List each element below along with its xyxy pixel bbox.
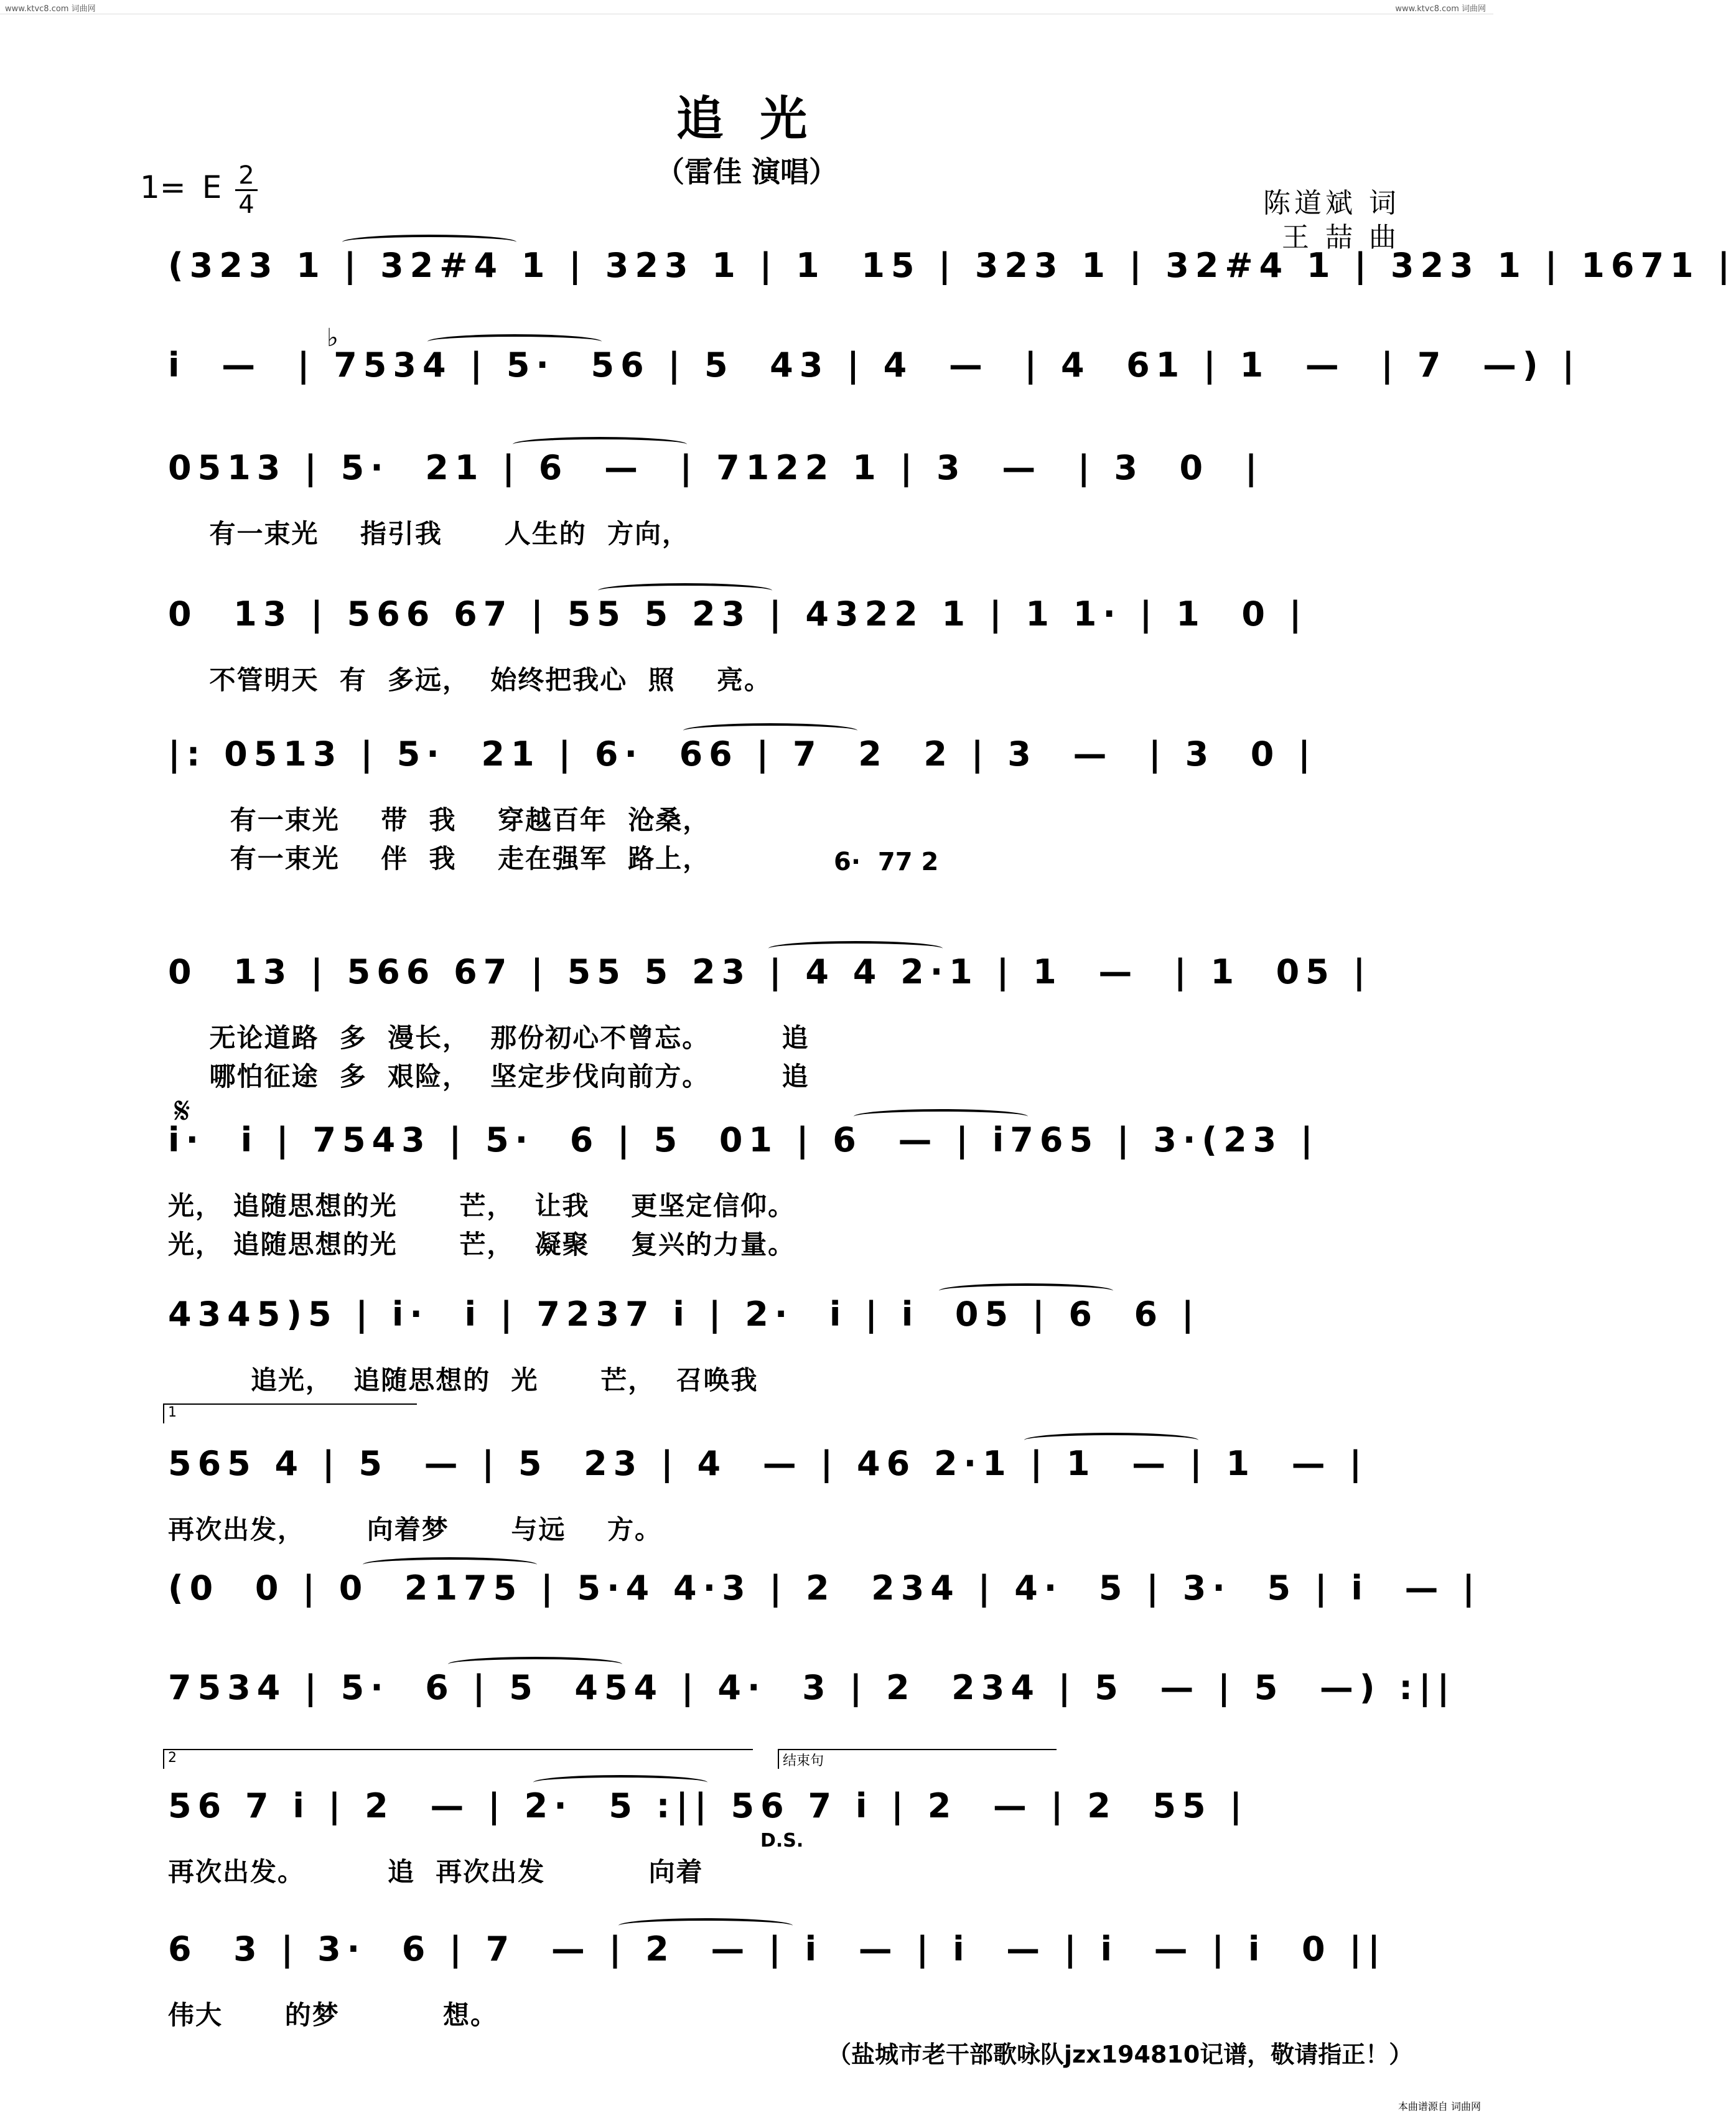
slur-arc (618, 1918, 793, 1933)
lyric-row: 有一束光 指引我 人生的 方向， (168, 518, 689, 549)
volta-1-label: 1 (168, 1405, 177, 1420)
notes-row: 565 4 | 5 — | 5 23 | 4 — | 46 2·1 | 1 — | 1 — | (168, 1444, 1368, 1483)
lyric-row: 哪怕征途 多 艰险， 坚定步伐向前方。 追 (168, 1061, 810, 1092)
alt-notes: 6· 77 2 (834, 848, 939, 876)
flat-icon: ♭ (327, 324, 338, 352)
lyric-row: 再次出发， 向着梦 与远 方。 (168, 1514, 662, 1545)
slur-arc (939, 1283, 1113, 1298)
notes-row: 4345)5 | i· i | 7237 i | 2· i | i 05 | 6 6 | (168, 1295, 1200, 1334)
slur-arc (427, 334, 602, 349)
top-bar (0, 0, 1493, 14)
score-line (156, 1444, 1394, 1575)
score-line (156, 1120, 1394, 1260)
lyric-row: 无论道路 多 漫长， 那份初心不曾忘。 追 (168, 1023, 810, 1053)
notes-row: 0513 | 5· 21 | 6 — | 7122 1 | 3 — | 3 0 | (168, 448, 1264, 487)
score-line (156, 594, 1394, 725)
transcriber-note: （盐城市老干部歌咏队jzx194810记谱，敬请指正！） (828, 2041, 1413, 2068)
score-line (156, 448, 1394, 579)
song-subtitle: （雷佳 演唱） (655, 155, 838, 189)
notes-row: 0 13 | 566 67 | 55 5 23 | 4 4 2·1 | 1 — | 1 05 | (168, 952, 1372, 991)
site-link-left[interactable]: www.ktvc8.com 词曲网 (5, 4, 96, 14)
notes-row: i — | 7534 | 5· 56 | 5 43 | 4 — | 4 61 | 1 — | 7 —) | (168, 345, 1581, 385)
slur-arc (513, 437, 687, 452)
slur-arc (533, 1775, 707, 1790)
site-link-right[interactable]: www.ktvc8.com 词曲网 (1395, 4, 1486, 14)
lyric-row: 光， 追随思想的光 芒， 让我 更坚定信仰。 (168, 1191, 796, 1221)
slur-arc (683, 723, 857, 738)
slur-arc (854, 1109, 1028, 1124)
volta-2-label: 2 (168, 1750, 177, 1766)
score-line (156, 734, 1394, 874)
notes-row: 7534 | 5· 6 | 5 454 | 4· 3 | 2 234 | 5 — | 5 —) :|| (168, 1668, 1456, 1707)
lyric-row: 再次出发。 追 再次出发 向着 (168, 1857, 704, 1887)
lyric-row: 不管明天 有 多远， 始终把我心 照 亮。 (168, 665, 772, 695)
slur-arc (768, 941, 943, 956)
time-signature (235, 163, 258, 217)
key-label: 1= (140, 169, 186, 205)
segno-icon: 𝄋 (174, 1089, 190, 1133)
lyricist-credit: 陈道斌 词 (1263, 187, 1400, 219)
notes-row: 56 7 i | 2 — | 2· 5 :|| 56 7 i | 2 — | 2 55 | (168, 1786, 1249, 1825)
lyric-row: 伟大 的梦 想。 (168, 2000, 498, 2030)
song-title: 追 光 (676, 91, 818, 146)
key-signature (140, 169, 338, 352)
lyric-row: 追光， 追随思想的 光 芒， 召唤我 (168, 1365, 758, 1395)
slur-arc (342, 235, 516, 250)
notes-row: (0 0 | 0 2175 | 5·4 4·3 | 2 234 | 4· 5 | 3· 5 | i — | (168, 1568, 1481, 1608)
source-note: 本曲谱源自 词曲网 (1398, 2101, 1481, 2112)
lyric-row: 光， 追随思想的光 芒， 凝聚 复兴的力量。 (168, 1229, 796, 1260)
lyric-row: 有一束光 带 我 穿越百年 沧桑， (168, 805, 711, 835)
volta-2 (163, 1749, 753, 1769)
slur-arc (598, 583, 772, 598)
score-line (156, 1786, 1394, 1917)
volta-1 (163, 1403, 417, 1423)
meter-top: 2 (238, 161, 254, 190)
lyric-row: 有一束光 伴 我 走在强军 路上， (168, 843, 711, 874)
key-note: E (202, 169, 222, 205)
notes-row: |: 0513 | 5· 21 | 6· 66 | 7 2 2 | 3 — | 3 0 | (168, 734, 1317, 774)
slur-arc (363, 1557, 537, 1572)
score-line (156, 1668, 1456, 1799)
score-line (156, 952, 1394, 1092)
notes-row: 6 3 | 3· 6 | 7 — | 2 — | i — | i — | i — | i 0 || (168, 1929, 1386, 1969)
meter-bottom: 4 (238, 190, 254, 219)
coda-label: 结束句 (783, 1753, 824, 1769)
ds-marker: D.S. (760, 1830, 804, 1852)
coda-volta (778, 1749, 1057, 1769)
composer-credit: 王 喆 曲 (1282, 222, 1400, 253)
slur-arc (1024, 1433, 1198, 1448)
notes-row: 0 13 | 566 67 | 55 5 23 | 4322 1 | 1 1· | 1 0 | (168, 594, 1308, 634)
slur-arc (448, 1657, 622, 1672)
notes-row: i· i | 7543 | 5· 6 | 5 01 | 6 — | i765 | 3·(23 | (168, 1120, 1319, 1160)
notes-row: (323 1 | 32#4 1 | 323 1 | 1 15 | 323 1 | 32#4 1 | 323 1 | 1671 | (168, 246, 1736, 285)
